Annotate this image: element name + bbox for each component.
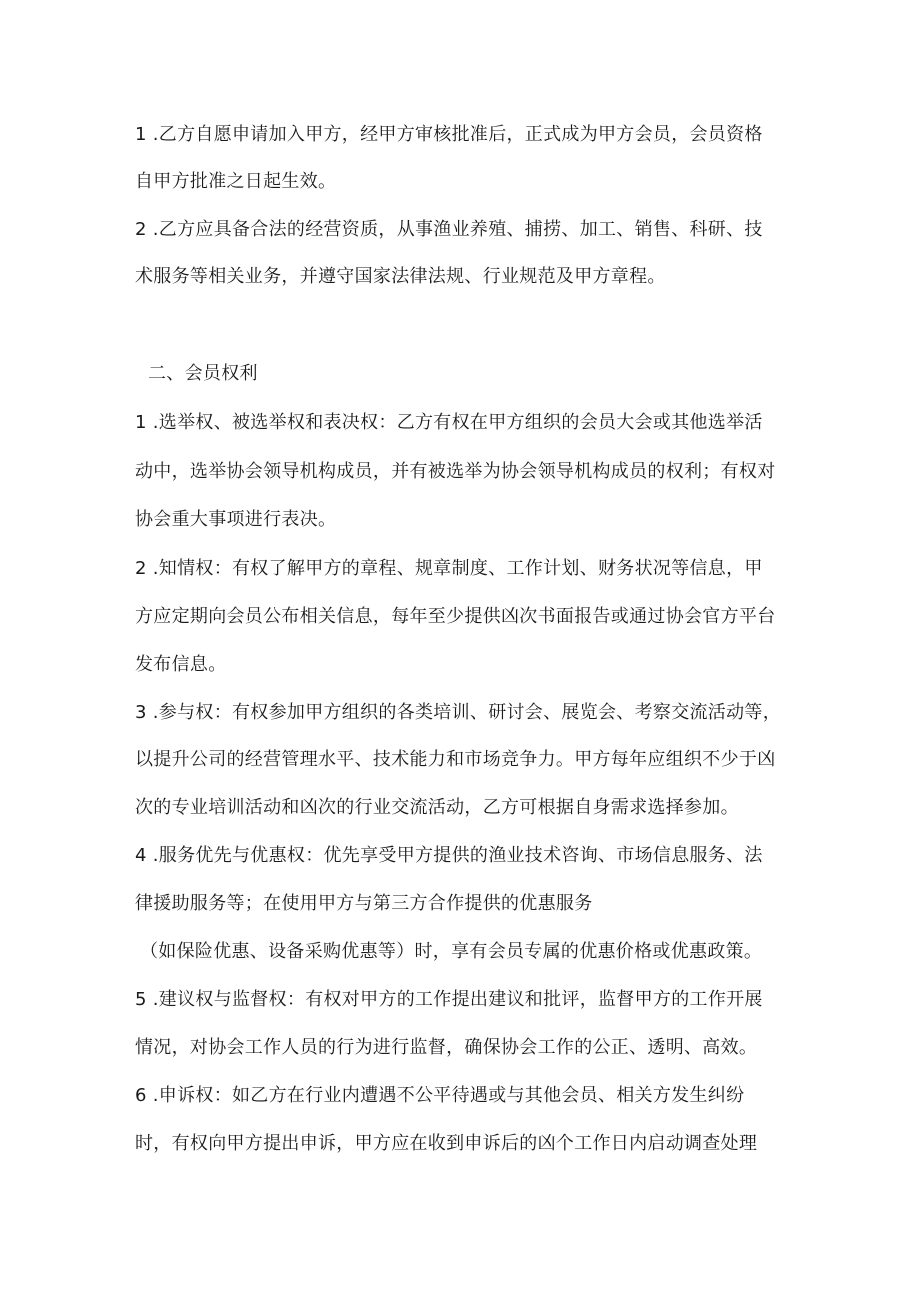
text-line: 律援助服务等；在使用甲方与第三方合作提供的优惠服务: [135, 893, 593, 914]
text-line: （如保险优惠、设备采购优惠等）时，享有会员专属的优惠价格或优惠政策。: [140, 941, 763, 962]
text-line: 2 .知情权：有权了解甲方的章程、规章制度、工作计划、财务状况等信息，甲: [135, 558, 763, 579]
text-line: 术服务等相关业务，并遵守国家法律法规、行业规范及甲方章程。: [135, 266, 666, 287]
text-line: 4 .服务优先与优惠权：优先享受甲方提供的渔业技术咨询、市场信息服务、法: [135, 845, 763, 866]
text-line: 协会重大事项进行表决。: [135, 509, 337, 530]
section-heading: 二、会员权利: [148, 363, 258, 384]
text-line: 动中，选举协会领导机构成员，并有被选举为协会领导机构成员的权利；有权对: [135, 461, 776, 482]
text-line: 1 .选举权、被选举权和表决权：乙方有权在甲方组织的会员大会或其他选举活: [135, 412, 763, 433]
text-line: 3 .参与权：有权参加甲方组织的各类培训、研讨会、展览会、考察交流活动等，: [135, 702, 781, 723]
text-line: 5 .建议权与监督权：有权对甲方的工作提出建议和批评，监督甲方的工作开展: [135, 989, 763, 1010]
text-line: 次的专业培训活动和凶次的行业交流活动，乙方可根据自身需求选择参加。: [135, 797, 739, 818]
text-line: 以提升公司的经营管理水平、技术能力和市场竞争力。甲方每年应组织不少于凶: [135, 749, 776, 770]
text-line: 自甲方批准之日起生效。: [135, 171, 337, 192]
text-line: 6 .申诉权：如乙方在行业内遭遇不公平待遇或与其他会员、相关方发生纠纷: [135, 1085, 745, 1106]
text-line: 1 .乙方自愿申请加入甲方，经甲方审核批准后，正式成为甲方会员，会员资格: [135, 124, 763, 145]
text-line: 2 .乙方应具备合法的经营资质，从事渔业养殖、捕捞、加工、销售、科研、技: [135, 219, 763, 240]
text-line: 时，有权向甲方提出申诉，甲方应在收到申诉后的凶个工作日内启动调查处理: [135, 1133, 758, 1154]
text-line: 发布信息。: [135, 654, 227, 675]
text-line: 情况，对协会工作人员的行为进行监督，确保协会工作的公正、透明、高效。: [135, 1037, 758, 1058]
text-line: 方应定期向会员公布相关信息，每年至少提供凶次书面报告或通过协会官方平台: [135, 606, 776, 627]
